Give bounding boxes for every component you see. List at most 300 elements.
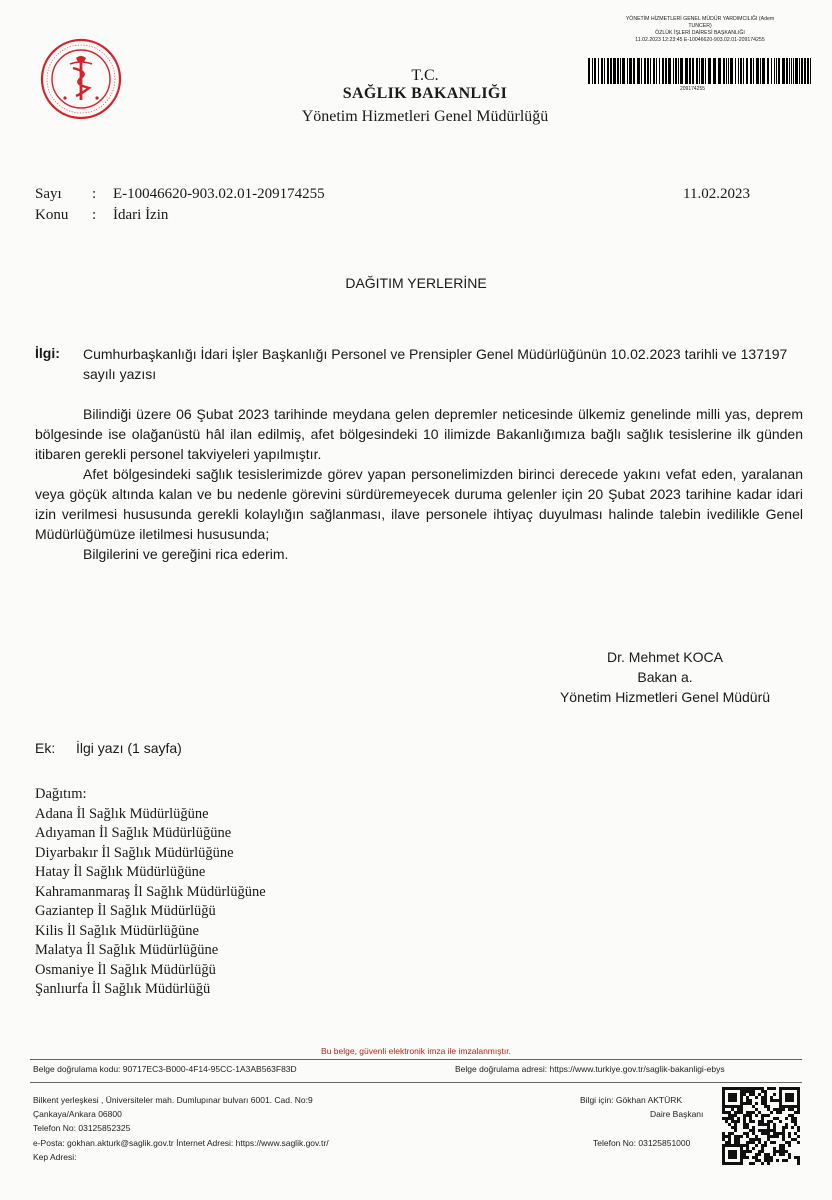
qr-module: [755, 1096, 758, 1099]
qr-module: [776, 1108, 779, 1111]
qr-module: [776, 1099, 779, 1102]
qr-module: [794, 1111, 797, 1114]
qr-module: [728, 1150, 731, 1153]
barcode-bar: [786, 58, 788, 84]
qr-module: [749, 1120, 752, 1123]
barcode-bar: [795, 58, 798, 84]
qr-module: [752, 1090, 755, 1093]
qr-module: [731, 1132, 734, 1135]
page-title: DAĞITIM YERLERİNE: [345, 275, 487, 291]
qr-module: [722, 1102, 725, 1105]
qr-module: [755, 1087, 758, 1090]
barcode-bar: [627, 58, 628, 84]
footer-divider: [30, 1082, 802, 1083]
qr-module: [761, 1087, 764, 1090]
document-date: 11.02.2023: [683, 186, 750, 202]
qr-module: [776, 1132, 779, 1135]
qr-module: [773, 1126, 776, 1129]
verify-address[interactable]: Belge doğrulama adresi: https://www.turkiye.gov.tr/saglik-bakanligi-ebys: [455, 1064, 725, 1074]
qr-module: [746, 1096, 749, 1099]
barcode-bar: [807, 58, 809, 84]
qr-module: [776, 1111, 779, 1114]
barcode-bar: [629, 58, 632, 84]
qr-module: [734, 1138, 737, 1141]
qr-module: [743, 1102, 746, 1105]
qr-module: [770, 1096, 773, 1099]
header-tc: T.C.: [411, 67, 439, 84]
qr-module: [773, 1135, 776, 1138]
qr-module: [746, 1147, 749, 1150]
qr-module: [767, 1123, 770, 1126]
qr-module: [791, 1105, 794, 1108]
qr-module: [797, 1156, 800, 1159]
qr-module: [728, 1105, 731, 1108]
qr-module: [785, 1117, 788, 1120]
email-web[interactable]: e-Posta: gokhan.akturk@saglik.gov.tr İnternet Adresi: https://www.saglik.gov.tr/: [33, 1138, 329, 1148]
qr-module: [797, 1111, 800, 1114]
qr-module: [746, 1102, 749, 1105]
qr-module: [788, 1141, 791, 1144]
barcode-bar: [713, 58, 716, 84]
qr-module: [755, 1153, 758, 1156]
barcode-bar: [633, 58, 635, 84]
barcode-bar: [782, 58, 785, 84]
barcode-bar: [673, 58, 674, 84]
qr-module: [767, 1108, 770, 1111]
barcode-bar: [680, 58, 683, 84]
qr-module: [743, 1114, 746, 1117]
qr-module: [722, 1090, 725, 1093]
qr-module: [722, 1147, 725, 1150]
qr-module: [728, 1099, 731, 1102]
qr-module: [755, 1156, 758, 1159]
qr-module: [767, 1129, 770, 1132]
qr-module: [722, 1108, 725, 1111]
qr-module: [755, 1159, 758, 1162]
qr-module: [770, 1099, 773, 1102]
qr-module: [725, 1144, 728, 1147]
qr-module: [788, 1156, 791, 1159]
qr-module: [758, 1111, 761, 1114]
qr-module: [785, 1096, 788, 1099]
list-item: Gaziantep İl Sağlık Müdürlüğü: [35, 903, 216, 919]
qr-module: [740, 1162, 743, 1165]
qr-module: [770, 1141, 773, 1144]
address-line: Bilkent yerleşkesi , Üniversiteler mah. Dumlupınar bulvarı 6001. Cad. No:9: [33, 1095, 313, 1105]
qr-module: [773, 1087, 776, 1090]
qr-module: [734, 1099, 737, 1102]
barcode-bar: [650, 58, 651, 84]
qr-module: [725, 1111, 728, 1114]
qr-module: [755, 1114, 758, 1117]
qr-module: [788, 1114, 791, 1117]
qr-module: [722, 1162, 725, 1165]
qr-module: [773, 1141, 776, 1144]
qr-module: [734, 1126, 737, 1129]
barcode-bar: [668, 58, 671, 84]
qr-module: [749, 1090, 752, 1093]
qr-module: [791, 1099, 794, 1102]
qr-module: [746, 1144, 749, 1147]
qr-module: [752, 1138, 755, 1141]
sayi-colon: :: [92, 186, 97, 202]
qr-module: [788, 1099, 791, 1102]
qr-module: [722, 1156, 725, 1159]
qr-module: [722, 1099, 725, 1102]
qr-module: [743, 1117, 746, 1120]
barcode-bar: [718, 58, 721, 84]
qr-module: [770, 1111, 773, 1114]
qr-module: [755, 1138, 758, 1141]
info-title: Daire Başkanı: [650, 1109, 704, 1119]
qr-module: [752, 1105, 755, 1108]
qr-module: [773, 1093, 776, 1096]
qr-module: [758, 1087, 761, 1090]
qr-module: [731, 1108, 734, 1111]
qr-module: [731, 1114, 734, 1117]
barcode-icon: [588, 58, 814, 84]
qr-module: [779, 1153, 782, 1156]
qr-module: [728, 1117, 731, 1120]
qr-module: [779, 1090, 782, 1093]
qr-module: [767, 1153, 770, 1156]
barcode-bar: [726, 58, 727, 84]
barcode-bar: [692, 58, 694, 84]
qr-module: [737, 1144, 740, 1147]
qr-module: [755, 1135, 758, 1138]
qr-module: [797, 1159, 800, 1162]
qr-module: [749, 1099, 752, 1102]
header-directorate: Yönetim Hizmetleri Genel Müdürlüğü: [301, 108, 549, 125]
barcode-bar: [804, 58, 806, 84]
barcode-bar: [762, 58, 765, 84]
qr-module: [782, 1108, 785, 1111]
qr-module: [758, 1150, 761, 1153]
info-phone: Telefon No: 03125851000: [593, 1138, 691, 1148]
qr-module: [791, 1093, 794, 1096]
stamp-line: 11.02.2023 12:23:45 E-10046620-903.02.01-209174255: [635, 37, 765, 43]
qr-module: [764, 1093, 767, 1096]
qr-module: [791, 1120, 794, 1123]
qr-module: [728, 1141, 731, 1144]
qr-module: [731, 1096, 734, 1099]
qr-module: [749, 1129, 752, 1132]
qr-module: [782, 1147, 785, 1150]
qr-module: [797, 1099, 800, 1102]
qr-module: [749, 1138, 752, 1141]
qr-module: [767, 1159, 770, 1162]
qr-module: [740, 1135, 743, 1138]
list-item: Adana İl Sağlık Müdürlüğüne: [35, 805, 209, 822]
barcode-bar: [675, 58, 677, 84]
qr-module: [734, 1141, 737, 1144]
qr-module: [764, 1123, 767, 1126]
qr-module: [779, 1111, 782, 1114]
qr-module: [767, 1105, 770, 1108]
qr-module: [746, 1090, 749, 1093]
qr-module: [797, 1087, 800, 1090]
qr-module: [767, 1156, 770, 1159]
qr-module: [728, 1162, 731, 1165]
barcode-bar: [738, 58, 739, 84]
qr-module: [767, 1138, 770, 1141]
qr-module: [797, 1102, 800, 1105]
barcode-number: 209174255: [680, 86, 706, 92]
qr-module: [782, 1150, 785, 1153]
qr-module: [746, 1126, 749, 1129]
info-contact: Bilgi için: Gökhan AKTÜRK: [580, 1095, 683, 1105]
qr-module: [758, 1123, 761, 1126]
barcode-bar: [696, 58, 698, 84]
qr-module: [752, 1120, 755, 1123]
qr-module: [740, 1096, 743, 1099]
qr-module: [749, 1111, 752, 1114]
list-item: Kahramanmaraş İl Sağlık Müdürlüğüne: [35, 883, 266, 900]
qr-module: [770, 1120, 773, 1123]
qr-module: [794, 1087, 797, 1090]
qr-module: [731, 1156, 734, 1159]
qr-module: [722, 1135, 725, 1138]
qr-module: [746, 1114, 749, 1117]
qr-module: [770, 1135, 773, 1138]
qr-module: [743, 1087, 746, 1090]
barcode-bar: [622, 58, 625, 84]
qr-module: [758, 1129, 761, 1132]
qr-module: [728, 1156, 731, 1159]
qr-module: [746, 1141, 749, 1144]
qr-module: [752, 1111, 755, 1114]
kep-address: Kep Adresi:: [33, 1152, 77, 1162]
qr-module: [782, 1105, 785, 1108]
qr-module: [791, 1114, 794, 1117]
qr-module: [773, 1123, 776, 1126]
qr-module: [782, 1132, 785, 1135]
qr-module: [749, 1114, 752, 1117]
qr-module: [722, 1111, 725, 1114]
qr-module: [797, 1141, 800, 1144]
signature-stamp: [588, 16, 812, 44]
barcode-bar: [708, 58, 711, 84]
qr-module: [785, 1141, 788, 1144]
qr-module: [797, 1090, 800, 1093]
barcode-bar: [610, 58, 612, 84]
qr-module: [734, 1087, 737, 1090]
ministry-logo-icon: [40, 38, 122, 120]
qr-module: [785, 1093, 788, 1096]
qr-module: [773, 1150, 776, 1153]
qr-module: [743, 1120, 746, 1123]
qr-module: [785, 1105, 788, 1108]
qr-module: [764, 1153, 767, 1156]
qr-module: [758, 1153, 761, 1156]
qr-module: [767, 1114, 770, 1117]
barcode-bar: [740, 58, 742, 84]
barcode-bar: [665, 58, 667, 84]
qr-module: [746, 1150, 749, 1153]
qr-module: [752, 1162, 755, 1165]
distribution-list: [35, 785, 266, 1000]
qr-module: [767, 1087, 770, 1090]
qr-module: [782, 1144, 785, 1147]
qr-module: [764, 1156, 767, 1159]
signatory-capacity: Bakan a.: [637, 669, 693, 685]
qr-module: [794, 1105, 797, 1108]
qr-module: [743, 1090, 746, 1093]
qr-module: [734, 1093, 737, 1096]
qr-module: [785, 1099, 788, 1102]
qr-module: [737, 1135, 740, 1138]
qr-module: [761, 1099, 764, 1102]
barcode-bar: [685, 58, 688, 84]
barcode-bar: [620, 58, 621, 84]
qr-module: [734, 1114, 737, 1117]
qr-module: [725, 1135, 728, 1138]
qr-module: [743, 1153, 746, 1156]
qr-module: [752, 1156, 755, 1159]
body-paragraph: Bilgilerini ve gereğini rica ederim.: [83, 546, 289, 562]
qr-module: [779, 1150, 782, 1153]
qr-module: [776, 1117, 779, 1120]
qr-module: [734, 1096, 737, 1099]
barcode-bar: [776, 58, 777, 84]
qr-module: [794, 1156, 797, 1159]
qr-module: [734, 1105, 737, 1108]
barcode-bar: [678, 58, 679, 84]
qr-module: [776, 1150, 779, 1153]
qr-module: [764, 1102, 767, 1105]
qr-module: [734, 1135, 737, 1138]
qr-module: [773, 1153, 776, 1156]
qr-module: [773, 1108, 776, 1111]
barcode-bar: [771, 58, 772, 84]
qr-module: [737, 1141, 740, 1144]
qr-module: [797, 1126, 800, 1129]
qr-module: [734, 1144, 737, 1147]
qr-module: [779, 1099, 782, 1102]
qr-module: [752, 1147, 755, 1150]
qr-module: [794, 1120, 797, 1123]
qr-module: [734, 1153, 737, 1156]
qr-module: [755, 1144, 758, 1147]
barcode-bar: [791, 58, 792, 84]
qr-module: [767, 1120, 770, 1123]
qr-module: [743, 1144, 746, 1147]
qr-module: [791, 1117, 794, 1120]
qr-module: [746, 1123, 749, 1126]
qr-module: [722, 1132, 725, 1135]
qr-module: [782, 1135, 785, 1138]
qr-module: [731, 1162, 734, 1165]
barcode-bar: [613, 58, 616, 84]
qr-module: [791, 1096, 794, 1099]
address-line: Çankaya/Ankara 06800: [33, 1109, 122, 1119]
qr-module: [728, 1087, 731, 1090]
attachment-label: Ek:: [35, 740, 56, 756]
qr-module: [749, 1087, 752, 1090]
qr-module: [779, 1120, 782, 1123]
qr-module: [779, 1108, 782, 1111]
qr-module: [785, 1126, 788, 1129]
qr-module: [764, 1144, 767, 1147]
qr-module: [743, 1093, 746, 1096]
qr-module: [725, 1141, 728, 1144]
qr-module: [731, 1120, 734, 1123]
qr-module: [791, 1087, 794, 1090]
qr-module: [743, 1150, 746, 1153]
qr-module: [764, 1096, 767, 1099]
footer-divider: [30, 1059, 802, 1060]
qr-module: [746, 1111, 749, 1114]
qr-module: [788, 1087, 791, 1090]
qr-module: [743, 1126, 746, 1129]
qr-module: [734, 1111, 737, 1114]
stamp-line: YÖNETİM HİZMETLERİ GENEL MÜDÜR YARDIMCILIĞI (Adem: [625, 16, 775, 22]
qr-module: [728, 1138, 731, 1141]
qr-module: [728, 1093, 731, 1096]
barcode-bar: [701, 58, 704, 84]
qr-module: [761, 1150, 764, 1153]
qr-module: [764, 1099, 767, 1102]
qr-module: [749, 1093, 752, 1096]
qr-module: [788, 1105, 791, 1108]
qr-module: [722, 1096, 725, 1099]
barcode-bar: [793, 58, 794, 84]
qr-module: [722, 1117, 725, 1120]
qr-module: [770, 1087, 773, 1090]
qr-module: [764, 1129, 767, 1132]
qr-module: [770, 1159, 773, 1162]
qr-module: [749, 1117, 752, 1120]
body-paragraph: Afet bölgesindeki sağlık tesislerimizde görev yapan personelimizden birinci derecede yakını vefat eden, yaralanan veya göçük altında kalan ve bu nedenle görevini sürdüremeyecek duruma gelenler için 20 Şubat 2023 tarihine kadar idari izin verilmesi hususunda gerekli kolaylığın sağlanması, ilave personele ihtiyaç duyulması halinde talebin ivedilikle Genel Müdürlüğümüze iletilmesi hususunda;: [35, 466, 803, 542]
qr-module: [743, 1156, 746, 1159]
qr-module: [752, 1126, 755, 1129]
barcode-bar: [647, 58, 649, 84]
qr-module: [740, 1090, 743, 1093]
qr-module: [752, 1141, 755, 1144]
barcode-bar: [607, 58, 609, 84]
qr-module: [782, 1159, 785, 1162]
barcode-bar: [644, 58, 646, 84]
qr-module: [746, 1132, 749, 1135]
barcode-bar: [659, 58, 660, 84]
list-item: Adıyaman İl Sağlık Müdürlüğüne: [35, 825, 232, 841]
qr-code-icon[interactable]: [722, 1087, 800, 1165]
qr-module: [761, 1162, 764, 1165]
barcode-bar: [743, 58, 744, 84]
qr-module: [731, 1144, 734, 1147]
qr-module: [761, 1117, 764, 1120]
barcode-bar: [735, 58, 736, 84]
qr-module: [734, 1123, 737, 1126]
esign-notice: Bu belge, güvenli elektronik imza ile imzalanmıştır.: [321, 1046, 511, 1056]
qr-module: [761, 1114, 764, 1117]
list-item: Diyarbakır İl Sağlık Müdürlüğüne: [35, 844, 234, 861]
barcode-bar: [617, 58, 619, 84]
barcode-bar: [810, 58, 811, 84]
qr-module: [794, 1138, 797, 1141]
stamp-line: TUNCER): [688, 23, 712, 29]
qr-module: [740, 1159, 743, 1162]
qr-module: [788, 1093, 791, 1096]
qr-module: [758, 1120, 761, 1123]
qr-module: [797, 1108, 800, 1111]
barcode-bar: [753, 58, 754, 84]
qr-module: [758, 1138, 761, 1141]
list-item: Osmaniye İl Sağlık Müdürlüğü: [35, 961, 216, 978]
qr-module: [788, 1108, 791, 1111]
qr-module: [725, 1120, 728, 1123]
verify-code: Belge doğrulama kodu: 90717EC3-B000-4F14-95CC-1A3AB563F83D: [33, 1064, 297, 1074]
